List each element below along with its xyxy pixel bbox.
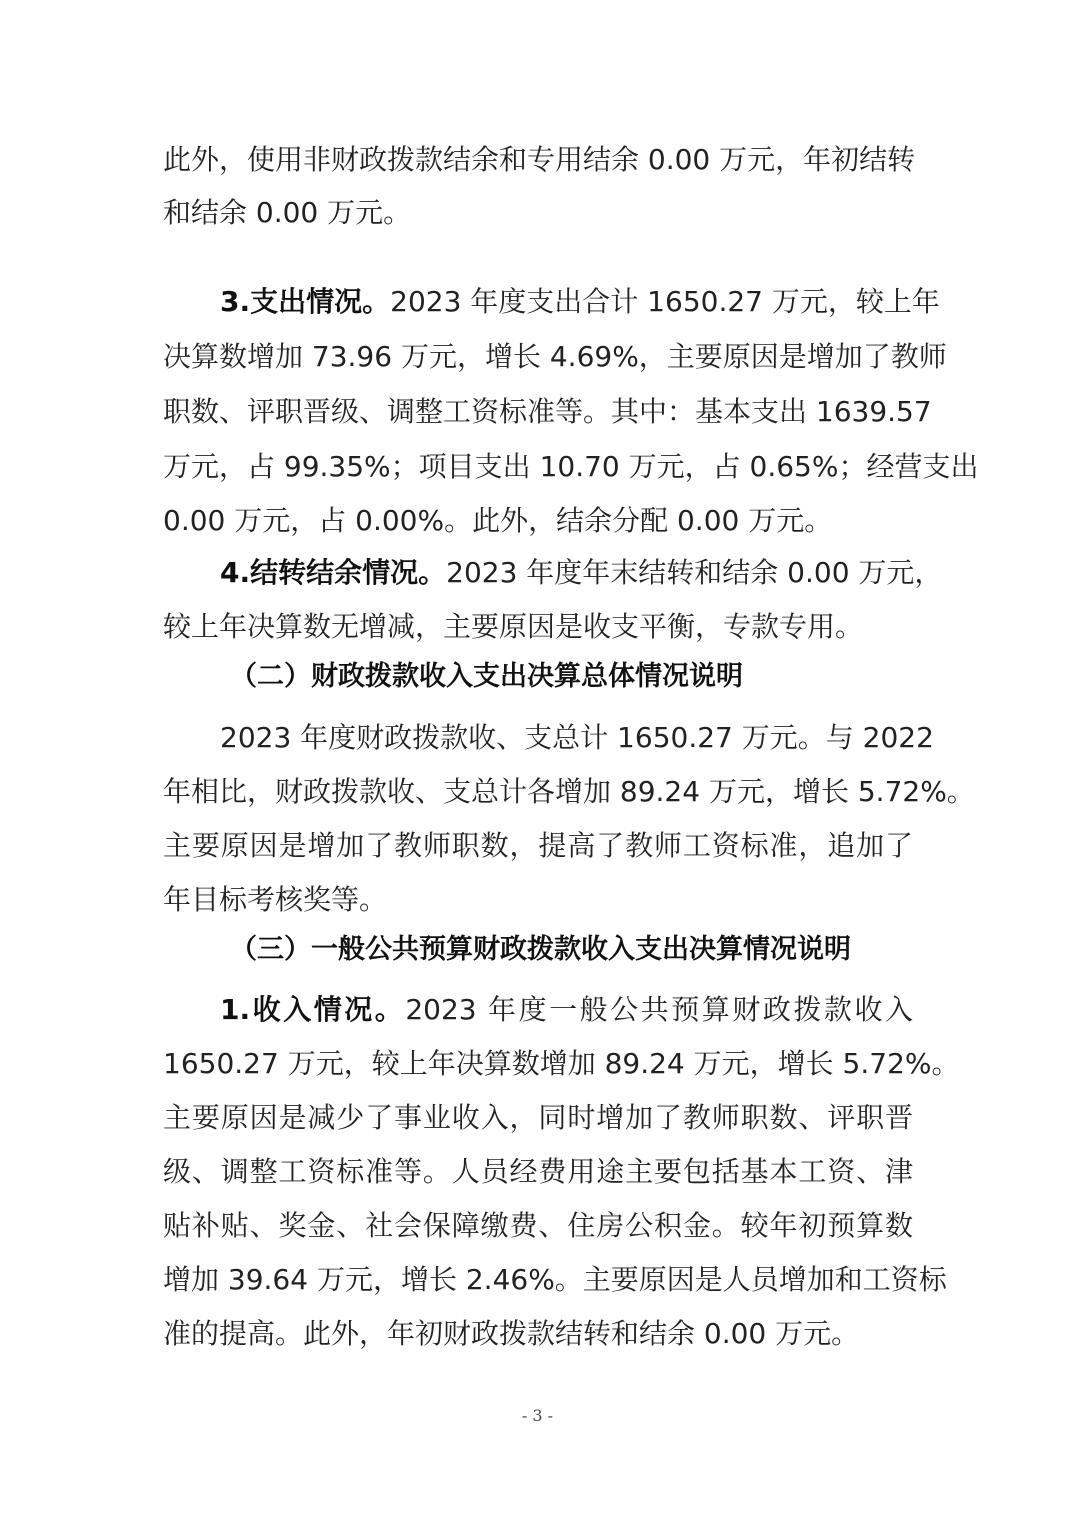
- paragraph-line: 年目标考核奖等。: [163, 883, 388, 916]
- paragraph-line: [220, 990, 913, 1030]
- paragraph-text: 2023 年度一般公共预算财政拨款收入: [405, 993, 913, 1026]
- paragraph-line: 0.00 万元，占 0.00%。此外，结余分配 0.00 万元。: [163, 504, 833, 537]
- paragraph-line: 职数、评职晋级、调整工资标准等。其中：基本支出 1639.57: [163, 395, 932, 428]
- section-lead: 3.支出情况。: [220, 285, 391, 318]
- paragraph-line: [220, 282, 940, 322]
- paragraph-line: 1650.27 万元，较上年决算数增加 89.24 万元，增长 5.72%。: [163, 1047, 960, 1080]
- paragraph-line: 此外，使用非财政拨款结余和专用结余 0.00 万元，年初结转: [163, 143, 916, 176]
- paragraph-line: 主要原因是增加了教师职数，提高了教师工资标准，追加了: [163, 829, 913, 862]
- paragraph-line: 增加 39.64 万元，增长 2.46%。主要原因是人员增加和工资标: [163, 1263, 947, 1296]
- paragraph-line: 主要原因是减少了事业收入，同时增加了教师职数、评职晋: [163, 1101, 913, 1134]
- paragraph-line: 和结余 0.00 万元。: [163, 196, 412, 229]
- paragraph-line: 较上年决算数无增减，主要原因是收支平衡，专款专用。: [163, 610, 864, 643]
- paragraph-line: 贴补贴、奖金、社会保障缴费、住房公积金。较年初预算数: [163, 1209, 913, 1242]
- paragraph-text: 2023 年度支出合计 1650.27 万元，较上年: [390, 285, 940, 318]
- paragraph-line: 万元，占 99.35%；项目支出 10.70 万元，占 0.65%；经营支出: [163, 450, 979, 483]
- paragraph-text: 2023 年度年末结转和结余 0.00 万元，: [446, 556, 943, 589]
- section-lead: 1.收入情况。: [220, 993, 406, 1026]
- paragraph-line: 年相比，财政拨款收、支总计各增加 89.24 万元，增长 5.72%。: [163, 775, 975, 808]
- paragraph-line: 2023 年度财政拨款收、支总计 1650.27 万元。与 2022: [220, 721, 934, 754]
- page-number: - 3 -: [521, 1406, 554, 1425]
- paragraph-line: 级、调整工资标准等。人员经费用途主要包括基本工资、津: [163, 1155, 913, 1188]
- paragraph-line: 决算数增加 73.96 万元，增长 4.69%，主要原因是增加了教师: [163, 340, 947, 373]
- paragraph-line: 准的提高。此外，年初财政拨款结转和结余 0.00 万元。: [163, 1317, 860, 1350]
- section-heading: （三）一般公共预算财政拨款收入支出决算情况说明: [230, 934, 851, 965]
- section-lead: 4.结转结余情况。: [220, 556, 447, 589]
- paragraph-line: [220, 553, 943, 593]
- section-heading: （二）财政拨款收入支出决算总体情况说明: [230, 661, 743, 692]
